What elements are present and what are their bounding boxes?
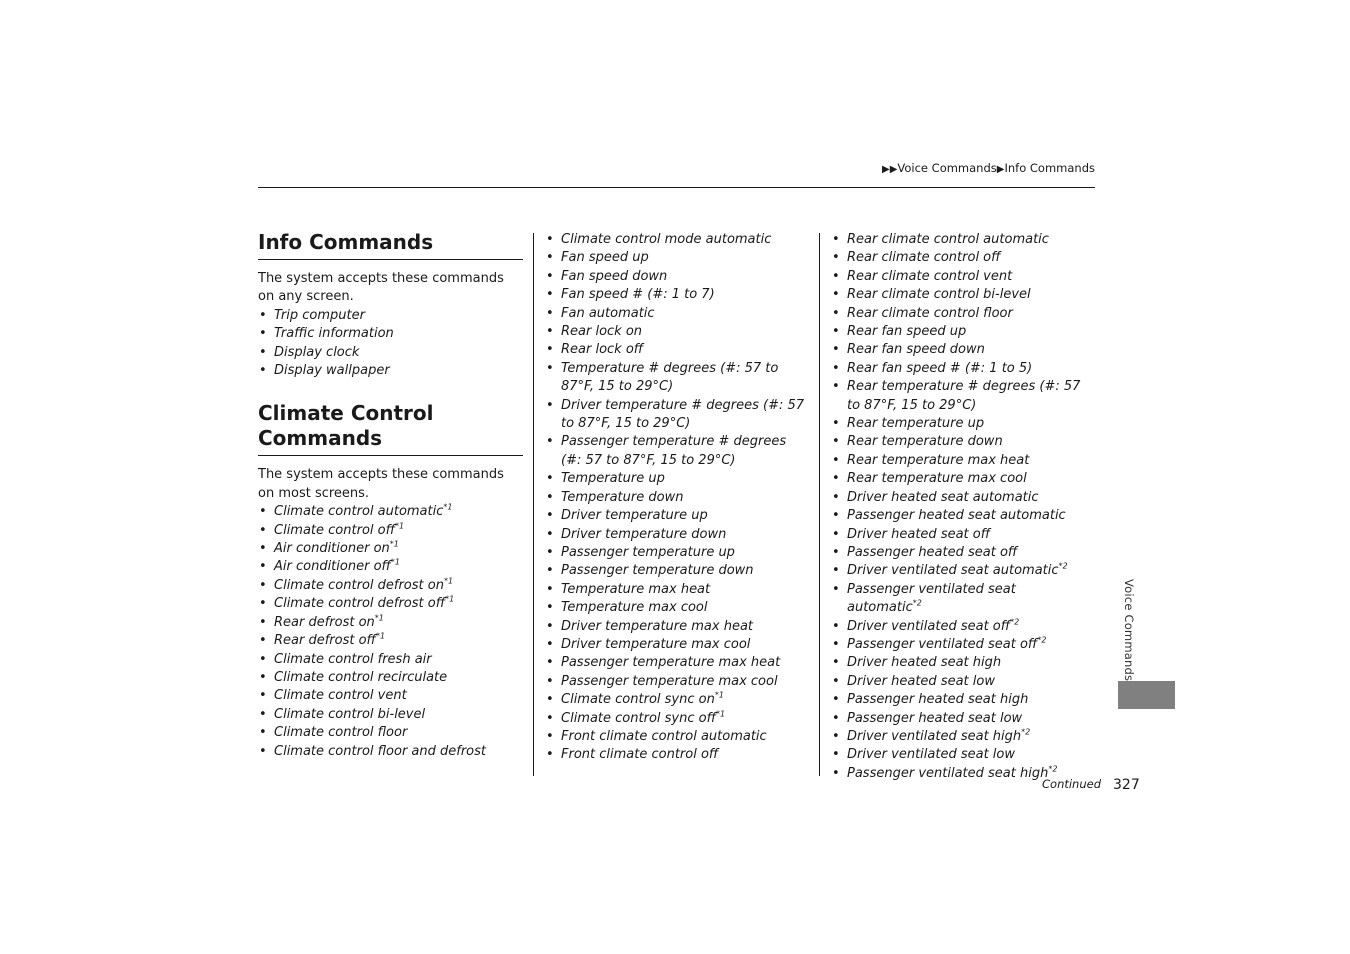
- command-text: Temperature up: [561, 471, 665, 487]
- command-text: Temperature # degrees (#: 57 to 87°F, 15 to 29°C): [561, 360, 779, 395]
- command-text: Trip computer: [274, 307, 365, 323]
- list-item: [831, 636, 1093, 654]
- command-text: Rear defrost on: [274, 614, 375, 630]
- command-text: Rear temperature max cool: [847, 471, 1027, 487]
- footnote-marker: *1: [394, 521, 405, 531]
- list-item: [831, 415, 1093, 433]
- list-item: [545, 710, 810, 728]
- side-tab-label: Voice Commands: [1122, 579, 1136, 682]
- command-text: Driver temperature down: [561, 526, 727, 542]
- command-text: Climate control defrost off: [274, 596, 446, 612]
- command-text: Passenger ventilated seat off: [847, 636, 1038, 652]
- list-item: [258, 614, 523, 632]
- climate-commands-heading: Climate Control Commands: [258, 401, 523, 456]
- command-text: Air conditioner on: [274, 541, 390, 557]
- command-text: Fan speed up: [561, 250, 649, 266]
- footnote-marker: *2: [1021, 727, 1031, 737]
- list-item: [831, 341, 1093, 359]
- footnote-marker: *2: [1048, 764, 1058, 774]
- list-item: [831, 710, 1093, 728]
- list-item: [831, 268, 1093, 286]
- side-tab-marker: [1118, 681, 1175, 709]
- command-text: Temperature max heat: [561, 581, 711, 597]
- command-text: Rear climate control off: [847, 250, 1001, 266]
- list-item: [831, 526, 1093, 544]
- list-item: [545, 507, 810, 525]
- continued-label: Continued: [1042, 777, 1102, 791]
- list-item: [545, 544, 810, 562]
- list-item: [258, 724, 523, 742]
- command-text: Passenger temperature # degrees (#: 57 to 87°F, 15 to 29°C): [561, 434, 787, 468]
- list-item: [831, 507, 1093, 525]
- list-item: [831, 286, 1093, 304]
- list-item: [545, 728, 810, 746]
- list-item: [258, 577, 523, 595]
- list-item: [258, 651, 523, 669]
- footnote-marker: *1: [715, 709, 726, 719]
- column-divider: [819, 233, 820, 776]
- command-text: Driver temperature max cool: [561, 636, 751, 652]
- list-item: [545, 231, 810, 249]
- list-item: [831, 673, 1093, 691]
- command-text: Passenger ventilated seat automatic: [847, 581, 1016, 616]
- breadcrumb: [882, 161, 1095, 175]
- command-text: Rear defrost off: [274, 633, 376, 649]
- command-text: Climate control sync off: [561, 710, 716, 726]
- list-item: [831, 433, 1093, 451]
- climate-commands-list-continued: [545, 231, 810, 765]
- command-text: Front climate control automatic: [561, 728, 767, 744]
- breadcrumb-arrow-icon: ▶▶: [882, 164, 898, 175]
- command-text: Fan speed # (#: 1 to 7): [561, 287, 715, 303]
- list-item: [545, 305, 810, 323]
- command-text: Rear fan speed up: [847, 324, 967, 340]
- list-item: [258, 706, 523, 724]
- command-text: Driver heated seat off: [847, 526, 991, 542]
- footnote-marker: *2: [912, 598, 922, 608]
- list-item: [258, 522, 523, 540]
- footnote-marker: *1: [374, 613, 384, 623]
- command-text: Rear climate control floor: [847, 305, 1013, 321]
- command-text: Rear temperature down: [847, 434, 1003, 450]
- command-text: Passenger temperature max cool: [561, 673, 778, 689]
- command-text: Driver heated seat automatic: [847, 489, 1039, 505]
- command-text: Display clock: [274, 344, 360, 360]
- list-item: [545, 691, 810, 709]
- command-text: Rear fan speed down: [847, 342, 985, 358]
- footnote-marker: *1: [375, 631, 386, 641]
- column-middle: [545, 228, 810, 765]
- command-text: Climate control floor and defrost: [274, 743, 487, 759]
- footnote-marker: *1: [443, 502, 453, 512]
- list-item: [545, 397, 810, 434]
- list-item: [831, 452, 1093, 470]
- command-text: Driver ventilated seat automatic: [847, 563, 1059, 579]
- list-item: [831, 470, 1093, 488]
- header-divider: [258, 187, 1095, 188]
- list-item: [258, 344, 523, 362]
- command-text: Passenger heated seat off: [847, 544, 1018, 560]
- command-text: Temperature down: [561, 489, 684, 505]
- command-text: Driver heated seat low: [847, 673, 995, 689]
- list-item: [831, 544, 1093, 562]
- list-item: [545, 489, 810, 507]
- command-text: Driver temperature # degrees (#: 57 to 87°F, 15 to 29°C): [561, 397, 805, 432]
- list-item: [831, 562, 1093, 580]
- command-text: Driver temperature up: [561, 508, 708, 524]
- list-item: [831, 691, 1093, 709]
- footnote-marker: *1: [714, 690, 724, 700]
- list-item: [831, 728, 1093, 746]
- command-text: Passenger temperature down: [561, 563, 754, 579]
- list-item: [258, 743, 523, 761]
- command-text: Front climate control off: [561, 747, 719, 763]
- list-item: [258, 687, 523, 705]
- command-text: Climate control mode automatic: [561, 232, 772, 247]
- list-item: [831, 489, 1093, 507]
- list-item: [831, 360, 1093, 378]
- command-text: Climate control vent: [274, 688, 407, 704]
- climate-commands-list: [258, 503, 523, 761]
- command-text: Passenger ventilated seat high: [847, 765, 1049, 781]
- column-left: [258, 228, 523, 761]
- list-item: [545, 360, 810, 397]
- list-item: [831, 323, 1093, 341]
- command-text: Driver ventilated seat off: [847, 618, 1011, 634]
- list-item: [258, 558, 523, 576]
- footnote-marker: *1: [389, 539, 399, 549]
- command-text: Driver temperature max heat: [561, 618, 754, 634]
- footnote-marker: *2: [1010, 617, 1020, 627]
- command-text: Rear lock off: [561, 342, 644, 358]
- list-item: [545, 268, 810, 286]
- footnote-marker: *1: [443, 576, 454, 586]
- list-item: [831, 305, 1093, 323]
- command-text: Traffic information: [274, 326, 394, 342]
- footnote-marker: *1: [390, 558, 400, 568]
- command-text: Rear climate control vent: [847, 268, 1013, 284]
- info-commands-list: [258, 307, 523, 381]
- command-text: Climate control bi-level: [274, 706, 426, 722]
- footnote-marker: *2: [1037, 635, 1047, 645]
- command-text: Passenger temperature max heat: [561, 655, 781, 671]
- list-item: [545, 526, 810, 544]
- command-text: Rear climate control bi-level: [847, 287, 1031, 303]
- column-right: [831, 228, 1093, 783]
- command-text: Rear temperature up: [847, 416, 985, 432]
- command-text: Fan speed down: [561, 268, 668, 284]
- list-item: [258, 362, 523, 380]
- list-item: [258, 503, 523, 521]
- climate-commands-list-continued: [831, 231, 1093, 783]
- command-text: Air conditioner off: [274, 559, 391, 575]
- command-text: Climate control floor: [274, 725, 408, 741]
- list-item: [831, 249, 1093, 267]
- command-text: Rear climate control automatic: [847, 232, 1049, 247]
- list-item: [258, 307, 523, 325]
- list-item: [545, 249, 810, 267]
- list-item: [545, 562, 810, 580]
- list-item: [545, 618, 810, 636]
- list-item: [545, 581, 810, 599]
- command-text: Passenger heated seat high: [847, 692, 1029, 708]
- list-item: [545, 654, 810, 672]
- command-text: Temperature max cool: [561, 600, 708, 616]
- column-divider: [533, 233, 534, 776]
- info-commands-intro: The system accepts these commands on any screen.: [258, 271, 504, 305]
- list-item: [545, 433, 810, 470]
- list-item: [545, 673, 810, 691]
- list-item: [258, 540, 523, 558]
- command-text: Driver heated seat high: [847, 655, 1002, 671]
- command-text: Climate control off: [274, 522, 395, 538]
- breadcrumb-current: Info Commands: [1004, 161, 1095, 175]
- command-text: Passenger temperature up: [561, 544, 735, 560]
- command-text: Rear fan speed # (#: 1 to 5): [847, 360, 1033, 376]
- list-item: [258, 325, 523, 343]
- list-item: [545, 286, 810, 304]
- breadcrumb-section[interactable]: Voice Commands: [897, 161, 997, 175]
- command-text: Rear temperature max heat: [847, 452, 1030, 468]
- list-item: [831, 581, 1093, 618]
- list-item: [258, 632, 523, 650]
- list-item: [545, 599, 810, 617]
- command-text: Fan automatic: [561, 305, 655, 321]
- command-text: Climate control recirculate: [274, 669, 448, 685]
- list-item: [831, 618, 1093, 636]
- command-text: Rear lock on: [561, 324, 643, 340]
- list-item: [258, 595, 523, 613]
- footnote-marker: *2: [1058, 561, 1068, 571]
- command-text: Climate control defrost on: [274, 577, 444, 593]
- breadcrumb-separator-icon: ▶: [996, 164, 1005, 175]
- command-text: Climate control automatic: [274, 504, 444, 520]
- footnote-marker: *1: [445, 594, 455, 604]
- list-item: [831, 378, 1093, 415]
- list-item: [545, 323, 810, 341]
- list-item: [831, 231, 1093, 249]
- list-item: [545, 470, 810, 488]
- command-text: Climate control sync on: [561, 692, 715, 708]
- list-item: [831, 654, 1093, 672]
- command-text: Passenger heated seat low: [847, 710, 1023, 726]
- command-text: Passenger heated seat automatic: [847, 508, 1066, 524]
- command-text: Climate control fresh air: [274, 651, 432, 667]
- command-text: Display wallpaper: [274, 363, 390, 379]
- page-number: 327: [1113, 777, 1140, 793]
- list-item: [831, 746, 1093, 764]
- list-item: [258, 669, 523, 687]
- climate-commands-intro: The system accepts these commands on most screens.: [258, 467, 504, 501]
- list-item: [545, 746, 810, 764]
- command-text: Driver ventilated seat high: [847, 728, 1022, 744]
- command-text: Rear temperature # degrees (#: 57 to 87°F, 15 to 29°C): [847, 379, 1081, 413]
- list-item: [545, 636, 810, 654]
- command-text: Driver ventilated seat low: [847, 747, 1015, 763]
- list-item: [545, 341, 810, 359]
- info-commands-heading: Info Commands: [258, 230, 523, 260]
